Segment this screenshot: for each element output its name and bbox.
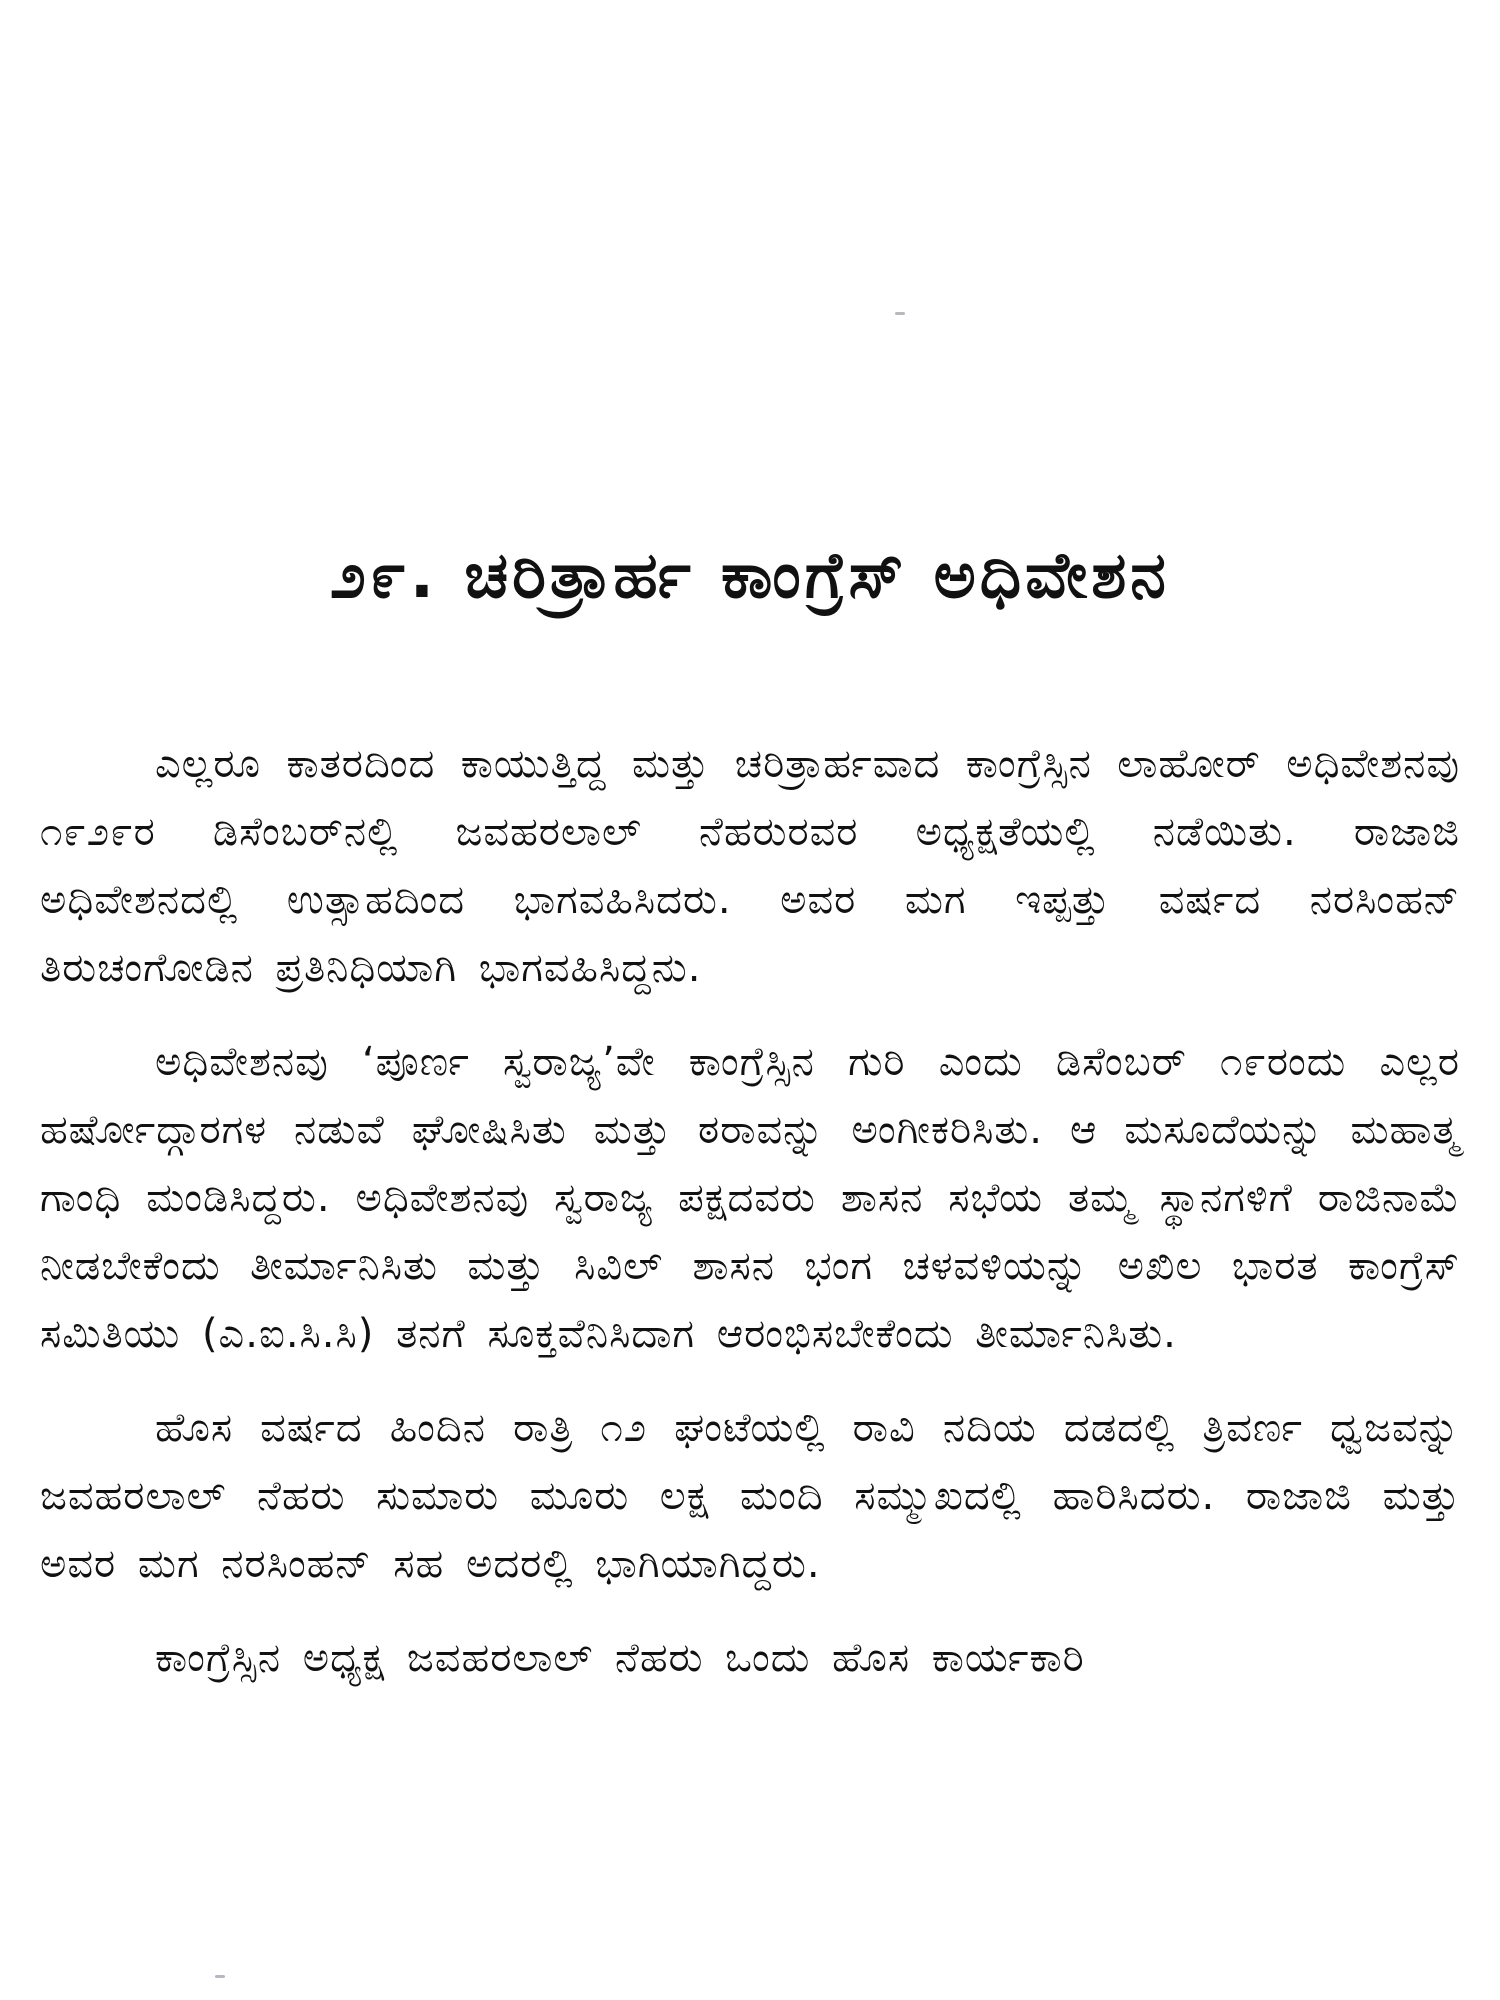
paragraph: ಎಲ್ಲರೂ ಕಾತರದಿಂದ ಕಾಯುತ್ತಿದ್ದ ಮತ್ತು ಚರಿತ್ರಾರ್ಹವಾದ ಕಾಂಗ್ರೆಸ್ಸಿನ ಲಾಹೋರ್ ಅಧಿವೇಶನವು ೧೯೨೯ರ ಡಿಸೆಂಬರ್‌ನಲ್ಲಿ ಜವಹರಲಾಲ್ ನೆಹರುರವರ ಅಧ್ಯಕ್ಷತೆಯಲ್ಲಿ ನಡೆಯಿತು. ರಾಜಾಜಿ ಅಧಿವೇಶನದಲ್ಲಿ ಉತ್ಸಾಹದಿಂದ ಭಾಗವಹಿಸಿದರು. ಅವರ ಮಗ ಇಪ್ಪತ್ತು ವರ್ಷದ ನರಸಿಂಹನ್ ತಿರುಚಂಗೋಡಿನ ಪ್ರತಿನಿಧಿಯಾಗಿ ಭಾಗವಹಿಸಿದ್ದನು. bbox=[40, 741, 1460, 991]
paragraph: ಹೊಸ ವರ್ಷದ ಹಿಂದಿನ ರಾತ್ರಿ ೧೨ ಘಂಟೆಯಲ್ಲಿ ರಾವಿ ನದಿಯ ದಡದಲ್ಲಿ ತ್ರಿವರ್ಣ ಧ್ವಜವನ್ನು ಜವಹರಲಾಲ್ ನೆಹರು ಸುಮಾರು ಮೂರು ಲಕ್ಷ ಮಂದಿ ಸಮ್ಮುಖದಲ್ಲಿ ಹಾರಿಸಿದರು. ರಾಜಾಜಿ ಮತ್ತು ಅವರ ಮಗ ನರಸಿಂಹನ್ ಸಹ ಅದರಲ್ಲಿ ಭಾಗಿಯಾಗಿದ್ದರು. bbox=[40, 1405, 1460, 1587]
paragraph: ಅಧಿವೇಶನವು ‘ಪೂರ್ಣ ಸ್ವರಾಜ್ಯ’ವೇ ಕಾಂಗ್ರೆಸ್ಸಿನ ಗುರಿ ಎಂದು ಡಿಸೆಂಬರ್ ೧೯ರಂದು ಎಲ್ಲರ ಹರ್ಷೋದ್ಗಾರಗಳ ನಡುವೆ ಘೋಷಿಸಿತು ಮತ್ತು ಠರಾವನ್ನು ಅಂಗೀಕರಿಸಿತು. ಆ ಮಸೂದೆಯನ್ನು ಮಹಾತ್ಮ ಗಾಂಧಿ ಮಂಡಿಸಿದ್ದರು. ಅಧಿವೇಶನವು ಸ್ವರಾಜ್ಯ ಪಕ್ಷದವರು ಶಾಸನ ಸಭೆಯ ತಮ್ಮ ಸ್ಥಾನಗಳಿಗೆ ರಾಜಿನಾಮೆ ನೀಡಬೇಕೆಂದು ತೀರ್ಮಾನಿಸಿತು ಮತ್ತು ಸಿವಿಲ್ ಶಾಸನ ಭಂಗ ಚಳವಳಿಯನ್ನು ಅಖಿಲ ಭಾರತ ಕಾಂಗ್ರೆಸ್ ಸಮಿತಿಯು (ಎ.ಐ.ಸಿ.ಸಿ) ತನಗೆ ಸೂಕ್ತವೆನಿಸಿದಾಗ ಆರಂಭಿಸಬೇಕೆಂದು ತೀರ್ಮಾನಿಸಿತು. bbox=[40, 1039, 1460, 1357]
scan-speck bbox=[895, 312, 905, 315]
scan-speck bbox=[215, 1975, 225, 1978]
chapter-title: ೨೯. ಚರಿತ್ರಾರ್ಹ ಕಾಂಗ್ರೆಸ್ ಅಧಿವೇಶನ bbox=[330, 539, 1170, 613]
body-text bbox=[40, 730, 1460, 1718]
paragraph: ಕಾಂಗ್ರೆಸ್ಸಿನ ಅಧ್ಯಕ್ಷ ಜವಹರಲಾಲ್ ನೆಹರು ಒಂದು ಹೊಸ ಕಾರ್ಯಕಾರಿ bbox=[155, 1635, 1085, 1681]
